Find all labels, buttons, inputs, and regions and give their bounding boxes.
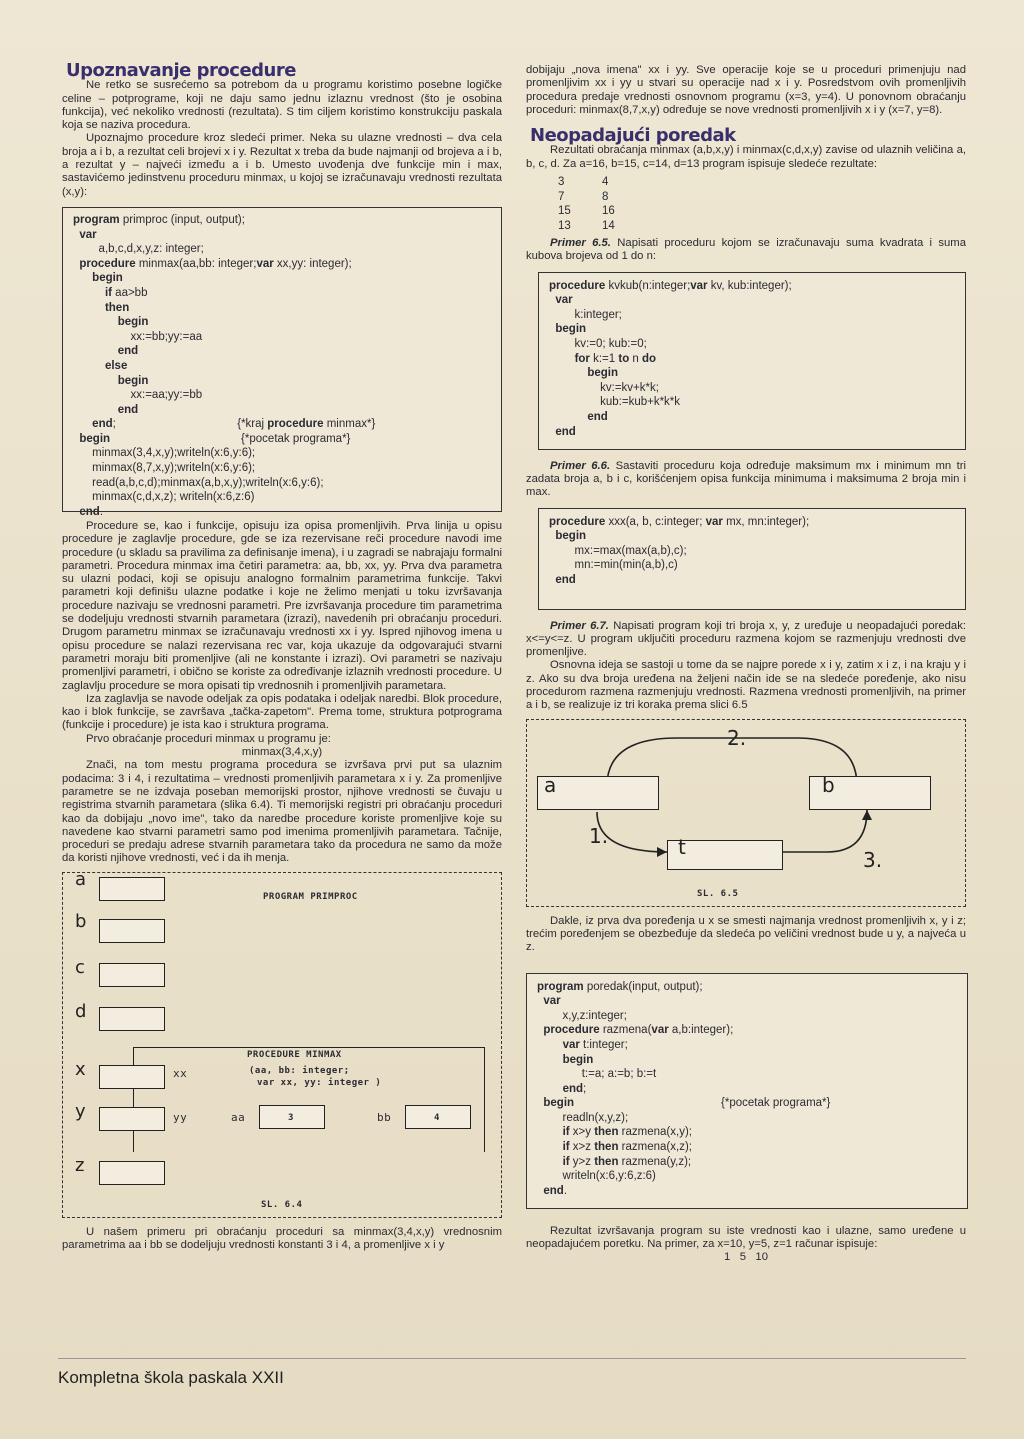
footer-title: Kompletna škola paskala XXII bbox=[58, 1368, 284, 1387]
code-line: xx:=bb;yy:=aa bbox=[73, 330, 203, 343]
fig65-caption: SL. 6.5 bbox=[697, 888, 739, 899]
results-list bbox=[558, 175, 966, 233]
result-row bbox=[558, 219, 966, 234]
code-line: var bbox=[543, 995, 561, 1008]
fig64-procedure-frame bbox=[133, 1047, 485, 1152]
code-line: end; {*kraj procedure minmax*} bbox=[92, 418, 376, 431]
fig64-cell-x bbox=[99, 1065, 165, 1089]
code-line: begin bbox=[555, 323, 587, 336]
call-example: minmax(3,4,x,y) bbox=[241, 746, 323, 759]
code-line: var bbox=[555, 294, 573, 307]
body-paragraph-4: Znači, na tom mestu programa procedura se izvršava prvi put sa ulaznim podacima: 3 i 4, i rezultatima – vrednosti promenljivih parametara x i y. Za promenljive parametre se ne izdvaja poseban memorijski prostor, njihove vrednosti se čuvaju u registrima stvarnih parametara (slika 6.4). Ti memorijski registri pri obraćanju proceduri kao da dobijaju „novo ime", tako da naredbe procedure koriste promenljive koje su navedene kao stvarni parametri samo pod imenima promenljivih parametara. Tačnije, proceduri se predaju adrese stvarnih parametara tako da procedura ne samo da može da koristi njihove vrednosti, već i da ih menja. bbox=[62, 759, 502, 865]
example-6-7-label: Primer 6.7. bbox=[550, 619, 609, 632]
section-heading-procedures: Upoznavanje procedure bbox=[66, 60, 296, 81]
result-row bbox=[558, 175, 966, 190]
fig65-step-1: 1. bbox=[589, 823, 609, 848]
body-paragraph-2: Iza zaglavlja se navode odeljak za opis podataka i odeljak naredbi. Blok procedure, kao i blok funkcije, se završava „tačka-zapetom". Prema tome, struktura potprograma (funkcije i procedure) je ista kao i struktura programa. bbox=[62, 692, 502, 732]
fig64-var-c: c bbox=[75, 956, 85, 978]
code-line: if y>z then razmena(y,z); bbox=[562, 1155, 692, 1168]
fig65-label-t: t bbox=[678, 834, 686, 859]
result-paragraph: Rezultat izvršavanja program su iste vrednosti kao i ulazne, samo uređene u neopadajućem poretku. Na primer, za x=10, y=5, z=1 računar ispisuje: bbox=[526, 1224, 966, 1250]
example-6-5-label: Primer 6.5. bbox=[550, 237, 611, 250]
code-line: begin bbox=[92, 272, 123, 285]
summary-paragraph: Dakle, iz prva dva poređenja u x se smesti najmanja vrednost promenljivih x, y i z; trećim poređenjem se obezbeđuje da sledeća po veličini vrednost bude u y, a najveća u z. bbox=[526, 914, 966, 954]
code-line: mn:=min(min(a,b),c) bbox=[549, 559, 678, 572]
code-line: procedure xxx(a, b, c:integer; var mx, mn:integer); bbox=[549, 515, 810, 528]
fig64-xx-label: xx bbox=[173, 1066, 188, 1080]
code-line: end. bbox=[543, 1184, 568, 1197]
fig64-proc-sig-2: var xx, yy: integer ) bbox=[257, 1077, 382, 1088]
code-line: procedure kvkub(n:integer;var kv, kub:integer); bbox=[549, 279, 792, 292]
result-value: 16 bbox=[602, 205, 615, 218]
code-line: a,b,c,d,x,y,z: integer; bbox=[73, 243, 204, 256]
section-heading-order: Neopadajući poredak bbox=[530, 125, 736, 147]
code-line: procedure minmax(aa,bb: integer;var xx,yy: integer); bbox=[79, 257, 352, 270]
fig64-cell-c bbox=[99, 963, 165, 987]
fig64-var-a: a bbox=[75, 868, 87, 890]
code-line: read(a,b,c,d);minmax(a,b,x,y);writeln(x:6,y:6); bbox=[73, 476, 324, 489]
fig65-label-a: a bbox=[544, 772, 557, 797]
code-line: begin bbox=[117, 316, 149, 329]
code-line: procedure razmena(var a,b:integer); bbox=[543, 1024, 734, 1037]
fig65-cell-t bbox=[667, 834, 783, 870]
code-line: end. bbox=[79, 505, 104, 518]
code-line: end bbox=[587, 411, 608, 424]
figure-6-5 bbox=[526, 719, 966, 907]
result-value: 3 bbox=[558, 176, 565, 189]
fig64-bb-label: bb bbox=[377, 1110, 392, 1124]
fig65-step-2: 2. bbox=[727, 725, 747, 750]
code-line: t:=a; a:=b; b:=t bbox=[537, 1068, 657, 1081]
code-line: begin {*pocetak programa*} bbox=[79, 432, 351, 445]
result-value: 13 bbox=[558, 219, 571, 232]
fig64-title: PROGRAM PRIMPROC bbox=[263, 891, 358, 902]
code-line: minmax(3,4,x,y);writeln(x:6,y:6); bbox=[73, 447, 256, 460]
fig64-var-z: z bbox=[75, 1154, 85, 1176]
result-row bbox=[558, 204, 966, 219]
final-output: 1 5 10 bbox=[724, 1251, 768, 1264]
code-line: mx:=max(max(a,b),c); bbox=[549, 544, 687, 557]
fig64-caption: SL. 6.4 bbox=[261, 1199, 303, 1210]
code-line: end; bbox=[562, 1082, 587, 1095]
code-line: minmax(c,d,x,z); writeln(x:6,z:6) bbox=[73, 491, 255, 504]
code-line: x,y,z:integer; bbox=[537, 1009, 627, 1022]
code-line: program poredak(input, output); bbox=[537, 980, 703, 993]
code-line: for k:=1 to n do bbox=[574, 352, 657, 365]
fig64-var-b: b bbox=[75, 910, 87, 932]
fig64-var-x: x bbox=[75, 1058, 86, 1080]
code-line: end bbox=[555, 573, 576, 586]
result-value: 4 bbox=[602, 176, 609, 189]
code-line: begin bbox=[587, 367, 619, 380]
fig65-cell-b bbox=[809, 772, 931, 810]
code-line: readln(x,y,z); bbox=[537, 1111, 629, 1124]
left-column bbox=[62, 60, 502, 1252]
example-6-6-label: Primer 6.6. bbox=[550, 459, 611, 472]
code-line: if x>y then razmena(x,y); bbox=[562, 1126, 692, 1139]
code-line: begin bbox=[555, 530, 587, 543]
code-box-xxx bbox=[538, 508, 966, 610]
code-line: begin {*pocetak programa*} bbox=[543, 1097, 831, 1110]
code-line: minmax(8,7,x,y);writeln(x:6,y:6); bbox=[73, 462, 256, 475]
example-6-5-text: Napisati proceduru kojom se izračunavaju suma kvadrata i suma kubova brojeva od 1 do n: bbox=[526, 237, 966, 263]
body-paragraph-1: Procedure se, kao i funkcije, opisuju iza opisa promenljivih. Prva linija u opisu procedure je zaglavlje procedure, gde se iza rezervisane reči procedure navodi ime procedure (u skladu sa pravilima za definisanje imena), i u zagradi se nabrajaju formalni parametri. Procedura minmax ima četiri parametra: aa, bb, xx, yy. Prva dva parametra su ulazni podaci, koji se opisuju analogno formalnim parametrima funkcije. Takvi parametri koji definišu ulazne podatke i koje ne želimo menjati u toku izvršavanja procedure nazivaju se vrednosni parametri. Pre izvršavanja procedure tim parametrima se dodeljuju vrednosti stvarnih parametara (izrazi), navedenih pri obraćanju proceduri. Drugom parametru minmax se izračunavaju vrednosti xx i yy. Ispred njihovog imena u opisu procedure se nalazi rezervisana rec var, koja ukazuje da odgovarajući stvarni parametri moraju biti promenljive (ali ne konstante i izrazi). Ovi parametri se nazivaju promenljivi parametri, i obično se koriste za određivanje izlaznih vrednosti procedure. U zaglavlju procedure se mora opisati tip vrednosnih i promenljivih parametara. bbox=[62, 519, 502, 692]
intro-paragraph-2: Upoznajmo procedure kroz sledeći primer. Neka su ulazne vrednosti – dva cela broja a i b, a rezultat celi brojevi x i y. Rezultat x treba da bude najmanji od brojeva a i b, a rezultat y – najveći između a i b. Umesto uvođenja dve funkcije min i max, sastavićemo jedinstvenu proceduru minmax, u kojoj se izračunavaju vrednosti rezultata (x,y): bbox=[62, 132, 502, 198]
fig64-var-y: y bbox=[75, 1100, 86, 1122]
code-line: if aa>bb bbox=[104, 286, 148, 299]
code-line: k:integer; bbox=[549, 308, 622, 321]
footer-rule bbox=[58, 1358, 966, 1359]
code-line: var bbox=[79, 228, 97, 241]
figure-6-4 bbox=[62, 868, 502, 1218]
result-value: 8 bbox=[602, 190, 609, 203]
fig65-arrows bbox=[527, 720, 967, 906]
continuation-paragraph: dobijaju „nova imena" xx i yy. Sve operacije koje se u proceduri primenjuju nad promenljivim xx i yy u stvari su operacije nad x i y. Posredstvom ovih promenljivih procedura predaje vrednosti osnovnom programu (x=3, y=4). U ponovnom obraćanju proceduri: minmax(8,7,x,y) određuje se nove vrednosti promenljivih x i y (x=7, y=8). bbox=[526, 64, 966, 116]
fig64-proc-title: PROCEDURE MINMAX bbox=[247, 1049, 342, 1060]
code-line: writeln(x:6,y:6,z:6) bbox=[537, 1170, 656, 1183]
fig64-cell-b bbox=[99, 919, 165, 943]
fig65-cell-a bbox=[537, 772, 659, 810]
code-line: program primproc (input, output); bbox=[73, 213, 245, 226]
code-line: end bbox=[117, 403, 139, 416]
fig64-cell-aa bbox=[259, 1105, 325, 1129]
body-paragraph-3: Prvo obraćanje proceduri minmax u programu je: bbox=[86, 732, 331, 745]
code-box-poredak bbox=[526, 973, 968, 1209]
example-6-6-text: Sastaviti proceduru koja određuje maksimum mx i minimum mn tri zadata broja a, b i c, korišćenjem opisa funkcija minimuma i maksimuma 2 broja min i max. bbox=[526, 459, 966, 499]
fig64-cell-d bbox=[99, 1007, 165, 1031]
order-paragraph: Rezultati obraćanja minmax (a,b,x,y) i minmax(c,d,x,y) zavise od ulaznih veličina a, b, c, d. Za a=16, b=15, c=14, d=13 program ispisuje sledeće rezultate: bbox=[526, 144, 966, 170]
code-line: xx:=aa;yy:=bb bbox=[73, 389, 203, 402]
fig64-proc-sig-1: (aa, bb: integer; bbox=[249, 1065, 350, 1076]
code-line: kv:=kv+k*k; bbox=[549, 381, 659, 394]
result-value: 14 bbox=[602, 219, 615, 232]
code-line: end bbox=[117, 345, 139, 358]
fig64-cell-y bbox=[99, 1107, 165, 1131]
fig64-cell-bb bbox=[405, 1105, 471, 1129]
code-box-primproc bbox=[62, 207, 502, 518]
code-line: var t:integer; bbox=[562, 1038, 628, 1051]
result-value: 7 bbox=[558, 190, 565, 203]
code-line: else bbox=[104, 359, 128, 372]
intro-paragraph-1: Ne retko se susrećemo sa potrebom da u programu koristimo posebne logičke celine – potprograme, koji ne daju samo jednu izlaznu vrednost (što je osobina funkcija), već nekoliko vrednosti (rezultata). S tim ciljem koristimo konstrukciju paskala koja se naziva procedura. bbox=[62, 79, 502, 132]
code-line: if x>z then razmena(x,z); bbox=[562, 1141, 692, 1154]
result-row bbox=[558, 190, 966, 205]
body-paragraph-5: U našem primeru pri obraćanju proceduri sa minmax(3,4,x,y) vrednosnim parametrima aa i bb se dodeljuju vrednosti konstanti 3 i 4, a promenljive x i y bbox=[62, 1225, 502, 1251]
fig64-cell-a bbox=[99, 877, 165, 901]
code-box-kvkub bbox=[538, 272, 966, 450]
code-line: end bbox=[555, 425, 576, 438]
example-6-7-text: Napisati program koji tri broja x, y, z uređuje u neopadajući poredak: x<=y<=z. U program uključiti proceduru razmena kojom se razmenjuju vrednosti dve promenljive. bbox=[526, 619, 967, 659]
fig64-bb-value: 4 bbox=[434, 1112, 440, 1123]
fig65-label-b: b bbox=[822, 772, 835, 797]
code-line: then bbox=[104, 301, 130, 314]
code-line: kv:=0; kub:=0; bbox=[549, 338, 647, 351]
fig64-aa-label: aa bbox=[231, 1110, 246, 1124]
fig64-var-d: d bbox=[75, 1000, 87, 1022]
code-line: begin bbox=[562, 1053, 594, 1066]
fig64-aa-value: 3 bbox=[288, 1112, 294, 1123]
result-value: 15 bbox=[558, 205, 571, 218]
fig65-step-3: 3. bbox=[863, 847, 883, 872]
code-line: kub:=kub+k*k*k bbox=[549, 396, 681, 409]
code-line: begin bbox=[117, 374, 149, 387]
fig64-cell-z bbox=[99, 1161, 165, 1185]
idea-paragraph: Osnovna ideja se sastoji u tome da se najpre porede x i y, zatim x i z, i na kraju y i z. Ako su dva broja uređena na željeni način ide se na sledeće poređenje, ako nisu procedurom razmena razmenjuju vrednosti. Razmena vrednosti promenljivih, na primer a i b, se realizuje iz tri koraka prema slici 6.5 bbox=[526, 659, 966, 712]
right-column bbox=[526, 64, 966, 1264]
fig64-yy-label: yy bbox=[173, 1110, 188, 1124]
